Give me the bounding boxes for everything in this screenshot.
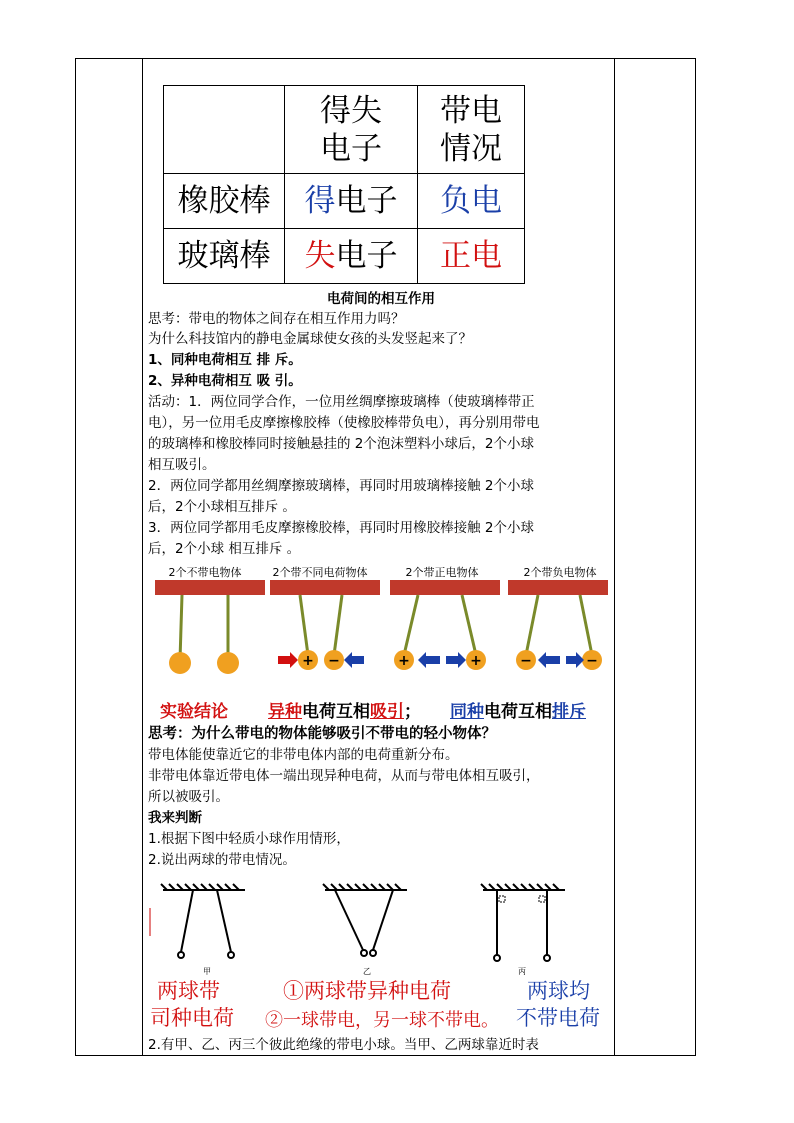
arrow: [566, 652, 584, 668]
pendulum-uncharged: [155, 565, 265, 674]
string: [580, 595, 592, 655]
header-text: 带电: [440, 92, 502, 129]
header-text: 电子: [320, 130, 382, 167]
charge-sign: −: [328, 653, 340, 669]
arrow: [418, 652, 440, 668]
pendulum-positive: [390, 565, 500, 670]
sketch-a: [150, 884, 245, 958]
gain-rest: 电子: [335, 183, 398, 219]
sketch-b: [323, 884, 407, 956]
charge-sign: +: [398, 653, 410, 669]
conclusion-key: 异种: [268, 702, 302, 722]
column-divider-left: [142, 58, 143, 1056]
header-text: 得失: [320, 92, 382, 129]
arrow: [278, 652, 298, 668]
charge-sign: −: [520, 653, 532, 669]
pendulum-opposite: [270, 565, 380, 670]
fig-label: 甲: [203, 967, 211, 976]
conclusion-label: 实验结论: [160, 702, 228, 722]
fig-label: 丙: [518, 967, 526, 976]
fig-label: 乙: [363, 967, 371, 976]
beam: [508, 580, 608, 595]
conclusion-key: 排斥: [552, 702, 586, 722]
conclusion-part-1: [268, 697, 421, 722]
arrow: [446, 652, 466, 668]
string: [462, 595, 476, 655]
answer-a-2: 司种电荷: [150, 1006, 234, 1030]
arrow: [344, 652, 364, 668]
table-corner: [164, 86, 285, 174]
table-header-charge: [418, 86, 525, 174]
think-2: 思考：为什么带电的物体能够吸引不带电的轻小物体？: [148, 726, 496, 742]
pendulum-label: 2个带不同电荷物体: [272, 566, 368, 579]
string: [180, 595, 182, 660]
conclusion-sep: ；: [404, 702, 421, 722]
table-header-gain: [285, 86, 418, 174]
row-charge: 负电: [418, 174, 525, 229]
ball-sketches: [145, 880, 610, 980]
judge-line: 2.说出两球的带电情况。: [148, 852, 296, 868]
judge-title: 我来判断: [148, 810, 202, 826]
charge-table: [163, 85, 525, 284]
ball: [169, 652, 191, 674]
arrow: [538, 652, 560, 668]
string: [404, 595, 418, 655]
pendulum-label: 2个带负电物体: [523, 566, 597, 579]
judge-line: 1.根据下图中轻质小球作用情形，: [148, 831, 350, 847]
row-name: 玻璃棒: [164, 229, 285, 284]
activity-line: 后，2个小球 相互排斥 。: [148, 541, 301, 557]
activity-line: 后，2个小球相互排斥 。: [148, 499, 296, 515]
activity-line: 的玻璃棒和橡胶棒同时接触悬挂的 2个泡沫塑料小球后，2个小球: [148, 436, 534, 452]
answer-a-1: 两球带: [157, 979, 220, 1003]
ball: [217, 652, 239, 674]
row-gain: [285, 174, 418, 229]
header-text: 情况: [440, 130, 502, 167]
column-divider-right: [614, 58, 615, 1056]
gain-rest: 电子: [335, 238, 398, 274]
conclusion-text: 电荷互相: [484, 702, 552, 722]
charge-sign: +: [470, 653, 482, 669]
conclusion-part-2: [450, 697, 586, 722]
answer-b-1: ①两球带异种电荷: [283, 979, 451, 1003]
activity-line: 相互吸引。: [148, 457, 216, 473]
sketch-c: [481, 884, 565, 961]
row-charge: 正电: [418, 229, 525, 284]
answer-b-2: ②一球带电，另一球不带电。: [265, 1010, 499, 1031]
beam: [390, 580, 500, 595]
string: [300, 595, 308, 655]
pendulum-label: 2个带正电物体: [405, 566, 479, 579]
gain-mark: 失: [304, 238, 336, 274]
rule-1: 1、同种电荷相互 排 斥。: [148, 352, 302, 368]
activity-line: 电），另一位用毛皮摩擦橡胶棒（使橡胶棒带负电），再分别用带电: [148, 415, 540, 431]
string: [334, 595, 342, 655]
beam: [155, 580, 265, 595]
last-line: 2.有甲、乙、丙三个彼此绝缘的带电小球。当甲、乙两球靠近时表: [148, 1037, 539, 1053]
pendulum-negative: [508, 565, 608, 670]
answer-c-2: 不带电荷: [516, 1006, 600, 1030]
row-name: 橡胶棒: [164, 174, 285, 229]
pendulum-figure: [150, 565, 610, 685]
conclusion-key: 同种: [450, 702, 484, 722]
charge-sign: +: [302, 653, 314, 669]
pendulum-label: 2个不带电物体: [168, 566, 242, 579]
explain-line: 非带电体靠近带电体一端出现异种电荷，从而与带电体相互吸引，: [148, 768, 540, 784]
activity-line: 2．两位同学都用丝绸摩擦玻璃棒，再同时用玻璃棒接触 2个小球: [148, 478, 534, 494]
rule-2: 2、异种电荷相互 吸 引。: [148, 373, 302, 389]
conclusion-key: 吸引: [370, 702, 404, 722]
explain-line: 带电体能使靠近它的非带电体内部的电荷重新分布。: [148, 747, 459, 763]
explain-line: 所以被吸引。: [148, 789, 229, 805]
charge-sign: −: [586, 653, 598, 669]
row-gain: [285, 229, 418, 284]
activity-line: 3．两位同学都用毛皮摩擦橡胶棒，再同时用橡胶棒接触 2个小球: [148, 520, 534, 536]
beam: [270, 580, 380, 595]
conclusion-text: 电荷互相: [302, 702, 370, 722]
question-1: 为什么科技馆内的静电金属球使女孩的头发竖起来了？: [148, 331, 472, 347]
string: [526, 595, 538, 655]
section-title: 电荷间的相互作用: [327, 291, 435, 307]
gain-mark: 得: [304, 183, 336, 219]
activity-line: 活动：1．两位同学合作，一位用丝绸摩擦玻璃棒（使玻璃棒带正: [148, 394, 535, 410]
think-1: 思考：带电的物体之间存在相互作用力吗？: [148, 311, 405, 327]
answer-c-1: 两球均: [527, 979, 590, 1003]
